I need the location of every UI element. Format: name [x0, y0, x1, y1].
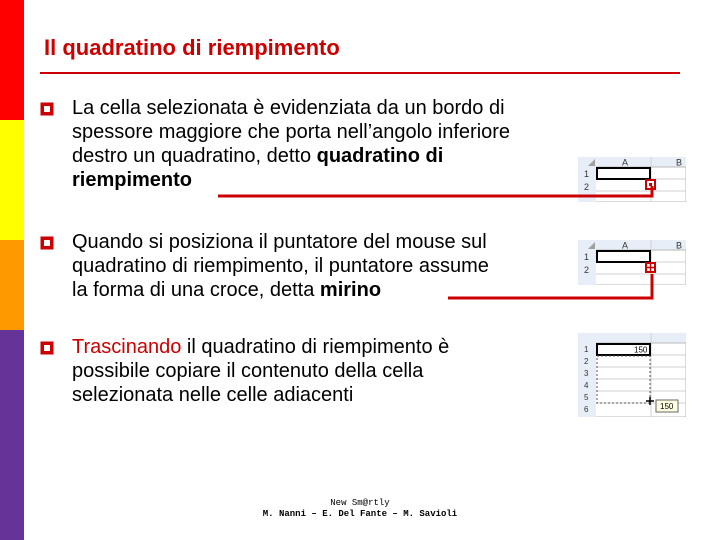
bullet-square-icon: [40, 341, 54, 355]
sidebar-segment-red: [0, 0, 24, 120]
sheet1-row-1: 1: [584, 169, 590, 179]
sheet3-row-1: 1: [584, 345, 589, 354]
bullet-2-line-3-plain: la forma di una croce, detta: [72, 279, 320, 301]
slide-title: Il quadratino di riempimento: [44, 35, 340, 60]
title-underline: [40, 72, 680, 74]
sheet3-row-5: 5: [584, 393, 589, 402]
bullet-square-icon: [40, 102, 54, 116]
footer-line-1: New Sm@rtly: [330, 498, 390, 508]
sheet1-row-2: 2: [584, 182, 590, 192]
sheet1-col-b: B: [676, 157, 683, 168]
sheet2-col-a: A: [622, 240, 629, 251]
spreadsheet-drag-fill-example: [578, 333, 686, 417]
sidebar-decoration: [0, 0, 24, 540]
bullet-3-term: Trascinando: [72, 336, 182, 358]
bullet-square-icon: [40, 236, 54, 250]
sheet3-row-3: 3: [584, 369, 589, 378]
bullet-1-line-2: spessore maggiore che porta nell’angolo inferiore: [72, 121, 511, 143]
bullet-1-line-1: La cella selezionata è evidenziata da un bordo di: [72, 97, 505, 119]
bullet-2-text: [72, 230, 489, 302]
spreadsheet-crosshair-example: [578, 240, 686, 285]
bullet-3-line-3: selezionata nelle celle adiacenti: [72, 384, 354, 406]
sheet2-row-2: 2: [584, 265, 590, 275]
sheet3-row-4: 4: [584, 381, 589, 390]
spreadsheet-fill-handle-example: [578, 157, 686, 202]
bullet-1-line-3-plain: destro un quadratino, detto: [72, 145, 317, 167]
sheet3-row-2: 2: [584, 357, 589, 366]
bullet-2-term: mirino: [319, 279, 382, 301]
sheet2-col-b: B: [676, 240, 683, 251]
bullet-3-line-2: possibile copiare il contenuto della cella: [72, 360, 424, 382]
bullet-3-line-1-plain: il quadratino di riempimento è: [181, 336, 450, 358]
sidebar-segment-purple: [0, 330, 24, 540]
bullet-1-line-3: [72, 144, 510, 168]
bullet-3-text: [72, 335, 449, 407]
sheet3-cell-value: 150: [634, 345, 648, 355]
bullet-2-line-3: [72, 278, 489, 302]
sidebar-segment-orange: [0, 240, 24, 330]
footer-line-2: M. Nanni – E. Del Fante – M. Savioli: [262, 509, 458, 519]
bullet-1-line-4: [72, 168, 510, 192]
bullet-1-term-part2: riempimento: [72, 169, 193, 191]
slide-footer: [260, 498, 460, 520]
bullet-1-text: [72, 96, 510, 192]
bullet-2-line-2: quadratino di riempimento, il puntatore assume: [72, 255, 489, 277]
sheet3-row-6: 6: [584, 405, 589, 414]
bullet-2-line-1: Quando si posiziona il puntatore del mouse sul: [72, 231, 487, 253]
sidebar-segment-yellow: [0, 120, 24, 240]
sheet1-col-a: A: [622, 157, 629, 168]
sheet2-row-1: 1: [584, 252, 590, 262]
bullet-3-line-1: [72, 335, 449, 359]
sheet3-tooltip: 150: [660, 402, 674, 411]
bullet-1-term-part1: quadratino di: [316, 145, 444, 167]
